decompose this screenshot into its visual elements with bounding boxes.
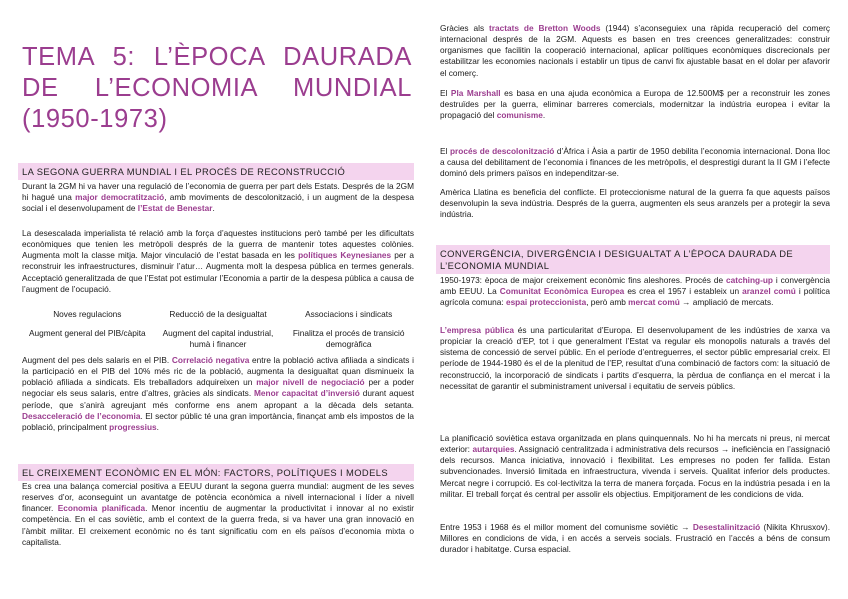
- grid-cell: Finalitza el procés de transició demogràfica: [292, 328, 405, 349]
- highlighted-term: l’Estat de Benestar: [137, 203, 213, 214]
- grid-cell: Associacions i sindicats: [305, 309, 393, 319]
- grid-cell: Augment del capital industrial, humà i financer: [162, 328, 274, 349]
- text-run: , però amb: [586, 297, 629, 308]
- highlighted-term: major nivell de negociació: [256, 377, 365, 388]
- section-heading-convergence: CONVERGÈNCIA, DIVERGÈNCIA I DESIGUALTAT A L’ÈPOCA DAURADA DE L’ECONOMIA MUNDIAL: [436, 245, 830, 274]
- paragraph-trade-balance: [22, 481, 414, 548]
- text-run: Gràcies als: [440, 23, 490, 33]
- highlighted-term: autarquies: [472, 444, 515, 455]
- text-run: , amb moviments de descolonització, i un augment de la despesa social i el desenvolupament de: [22, 192, 414, 214]
- paragraph-2gm-regulation: [22, 181, 414, 214]
- grid-cell: Noves regulacions: [53, 309, 122, 319]
- text-run: és una particularitat d’Europa. El desenvolupament de les indústries de xarxa va propiciar la creació d’EP, tot i que generalment l’Estat va regular els monopolis naturals a través del sistema de concessió de serveí públic. En el període d’entreguerres, el sector públic empresarial creix. El període de 1944-1980 és el de la plenitud de l’EP, resultat d’una combinació de factors com: la situació de reconstrucció, la incorporació de sindicats i partits d’esquerra, la pèrdua de confiança en el mercat i la necessitat de garantir el subministrament universal i equitatiu de serveis públics.: [440, 325, 830, 391]
- highlighted-term: catching-up: [725, 275, 773, 285]
- paragraph-bretton-woods: [440, 23, 830, 79]
- consequences-grid: [22, 309, 414, 350]
- paragraph-marshall-plan: [440, 88, 830, 121]
- paragraph-salaries-gdp: [22, 355, 414, 433]
- paragraph-destalinization: [440, 522, 830, 555]
- grid-cell: Augment general del PIB/càpita: [28, 328, 146, 338]
- text-run: Es crea una balança comercial positiva a EEUU durant la segona guerra mundial: augment de les seves reserves d’or, aconseguint un avantatge de potència econòmica a nivell internacional i líder a nivell financer.: [22, 481, 414, 514]
- text-run: . El sector públic té una gran importància, finançat amb els impostos de la població, principalment: [22, 410, 414, 432]
- text-run: per a reconstruir les infraestructures, disminuir l’atur… Augmenta molt la despesa pública en termes generals. Acceptació generalitzada de que l’Estat pot estimular l’Economia a partir de la despesa pública a causa de l’augment de l’ocupació.: [22, 250, 415, 294]
- paragraph-catching-up: [440, 275, 830, 308]
- highlighted-term: Pla Marshall: [450, 88, 501, 98]
- text-run: entre la població activa afiliada a sindicats i la participació en el PIB del 10% més ric de la població, augmenta la desigualtat quan disminueix la població afiliada a sindicats. Els treballadors adquireixen un: [22, 355, 414, 388]
- text-run: El: [440, 88, 451, 98]
- highlighted-term: Desacceleració de l’economia: [22, 410, 141, 421]
- grid-cell: Reducció de la desigualtat: [169, 309, 267, 319]
- highlighted-term: Economia planificada: [57, 503, 146, 514]
- highlighted-term: aranzel comú: [742, 286, 796, 297]
- text-run: → ampliació de mercats.: [679, 297, 774, 308]
- text-run: . Assignació centralitzada i administrativa dels recursos → ineficiència en l’assignació dels recursos. Manca iniciativa, innovació i flexibilitat. Les empreses no poden fer fallida. Estan subvencionades. Inversió limitada en infraestructura, vivenda i serveis. Qualitat inferior dels productes. Mercat negre i corrupció. Es col·lectivitza la terra de manera forçada. Focus en la indústria pesada i en la militar. El treball forçat és central per assolir els objectius. Empitjorament de les condicions de vida.: [440, 444, 831, 499]
- highlighted-term: Menor capacitat d’inversió: [254, 388, 360, 399]
- paragraph-imperialist-deescalation: [22, 228, 414, 295]
- text-run: (1944) s’aconseguiex una ràpida recuperació del comerç internacional després de la 2GM. Aquests es basen en tres creences generalitzades: construir organismes que facilitin la cooperació internacional, aplicar polítiques econòmiques discrecionals per estabilitzar les economies nacionals i establir un tipus de canvi fix ajustable basat en el dolar per afavorir el comerç.: [440, 23, 830, 78]
- highlighted-term: mercat comú: [628, 297, 680, 308]
- section-heading-reconstruction: LA SEGONA GUERRA MUNDIAL I EL PROCÉS DE RECONSTRUCCIÓ: [18, 163, 414, 180]
- text-run: .: [542, 110, 546, 121]
- paragraph-soviet-planning: [440, 433, 830, 500]
- text-run: es crea el 1957 i estableix un: [624, 286, 743, 297]
- text-run: durant aquest període, que s’anirà agreujant més conforme ens anem apropant a la dècada dels setanta.: [22, 388, 415, 410]
- text-run: 1950-1973: època de major creixement econòmic fins aleshores. Procés de: [440, 275, 726, 285]
- highlighted-term: Correlació negativa: [171, 355, 250, 365]
- highlighted-term: progressius: [109, 421, 157, 432]
- text-run: . Menor incentiu de augmentar la productivitat i innovar al no existir competència. En el cas soviètic, amb el context de la guerra freda, si va haver una gran innovació en l’àmbit militar. El creixement econòmic no és tant significatiu com en els països d’economia mixta o capitalista.: [22, 503, 414, 547]
- text-run: El: [440, 146, 450, 156]
- text-run: .: [212, 203, 215, 214]
- highlighted-term: espai proteccionista: [505, 297, 587, 308]
- paragraph-latin-america: [440, 187, 830, 220]
- section-heading-economic-growth: EL CREIXEMENT ECONÒMIC EN EL MÓN: FACTORS, POLÍTIQUES I MODELS: [18, 464, 414, 481]
- text-run: La desescalada imperialista té relació amb la força d’aquestes institucions però també per les dificultats econòmiques que tenien les metròpoli després de la guerra de mantenir totes aquestes colònies. Augmenta molt la classe mitja. Major vinculació de l’estat basada en les: [22, 228, 414, 261]
- highlighted-term: major democratització: [75, 192, 165, 203]
- highlighted-term: Desestalinització: [692, 522, 761, 532]
- text-run: i convergència amb EEUU. La: [440, 275, 830, 297]
- highlighted-term: tractats de Bretton Woods: [489, 23, 601, 33]
- text-run: per a poder negociar els seus salaris, entre d’altres, gràcies als sindicats.: [22, 377, 414, 399]
- highlighted-term: polítiques Keynesianes: [298, 250, 392, 261]
- highlighted-term: Comunitat Econòmica Europea: [499, 286, 625, 297]
- text-run: d’Àfrica i Àsia a partir de 1950 debilita l’economia internacional. Dona lloc a causa del debilitament de l’economia i finances de les metròpolis, el desprestigi durant la II GM i l’efecte dominó dels primers països en independitzar-se.: [440, 146, 830, 179]
- highlighted-term: L’empresa pública: [440, 325, 514, 335]
- text-run: Durant la 2GM hi va haver una regulació de l’economia de guerra per part dels Estats. Després de la 2GM hi hagué una: [22, 181, 414, 203]
- text-run: i política agrícola comuna:: [440, 286, 830, 308]
- text-run: Entre 1953 i 1968 és el millor moment del comunisme soviètic →: [440, 522, 693, 532]
- text-run: (Nikita Khrusxov). Millores en condicions de vida, i en accés a serveis socials. Frustració en l’accés a béns de consum durador i habitatge. Cursa espacial.: [440, 522, 831, 555]
- text-run: .: [156, 421, 159, 432]
- paragraph-public-enterprise: [440, 325, 830, 392]
- highlighted-term: procés de descolonització: [449, 146, 555, 156]
- paragraph-decolonization: [440, 146, 830, 179]
- page-title: TEMA 5: L’ÈPOCA DAURADA DE L’ECONOMIA MUNDIAL (1950-1973): [22, 43, 412, 133]
- highlighted-term: comunisme: [496, 110, 543, 121]
- text-run: La planificació soviètica estava organitzada en plans quinquennals. No hi ha mercats ni preus, ni mercat exterior:: [440, 433, 830, 455]
- text-run: Augment del pes dels salaris en el PIB.: [22, 355, 172, 365]
- text-run: es basa en una ajuda econòmica a Europa de 12.500M$ per a reconstruir les zones destruïdes per la guerra, eliminar barreres comercials, modernitzar la indústria europea i evitar la propagació del: [440, 88, 831, 121]
- text-run: Amèrica Llatina es beneficia del conflicte. El proteccionisme natural de la guerra fa que aquests països desenvolupin la seva indústria. Després de la guerra, augmenten els seus aranzels per a protegir la seva indústria.: [440, 187, 830, 220]
